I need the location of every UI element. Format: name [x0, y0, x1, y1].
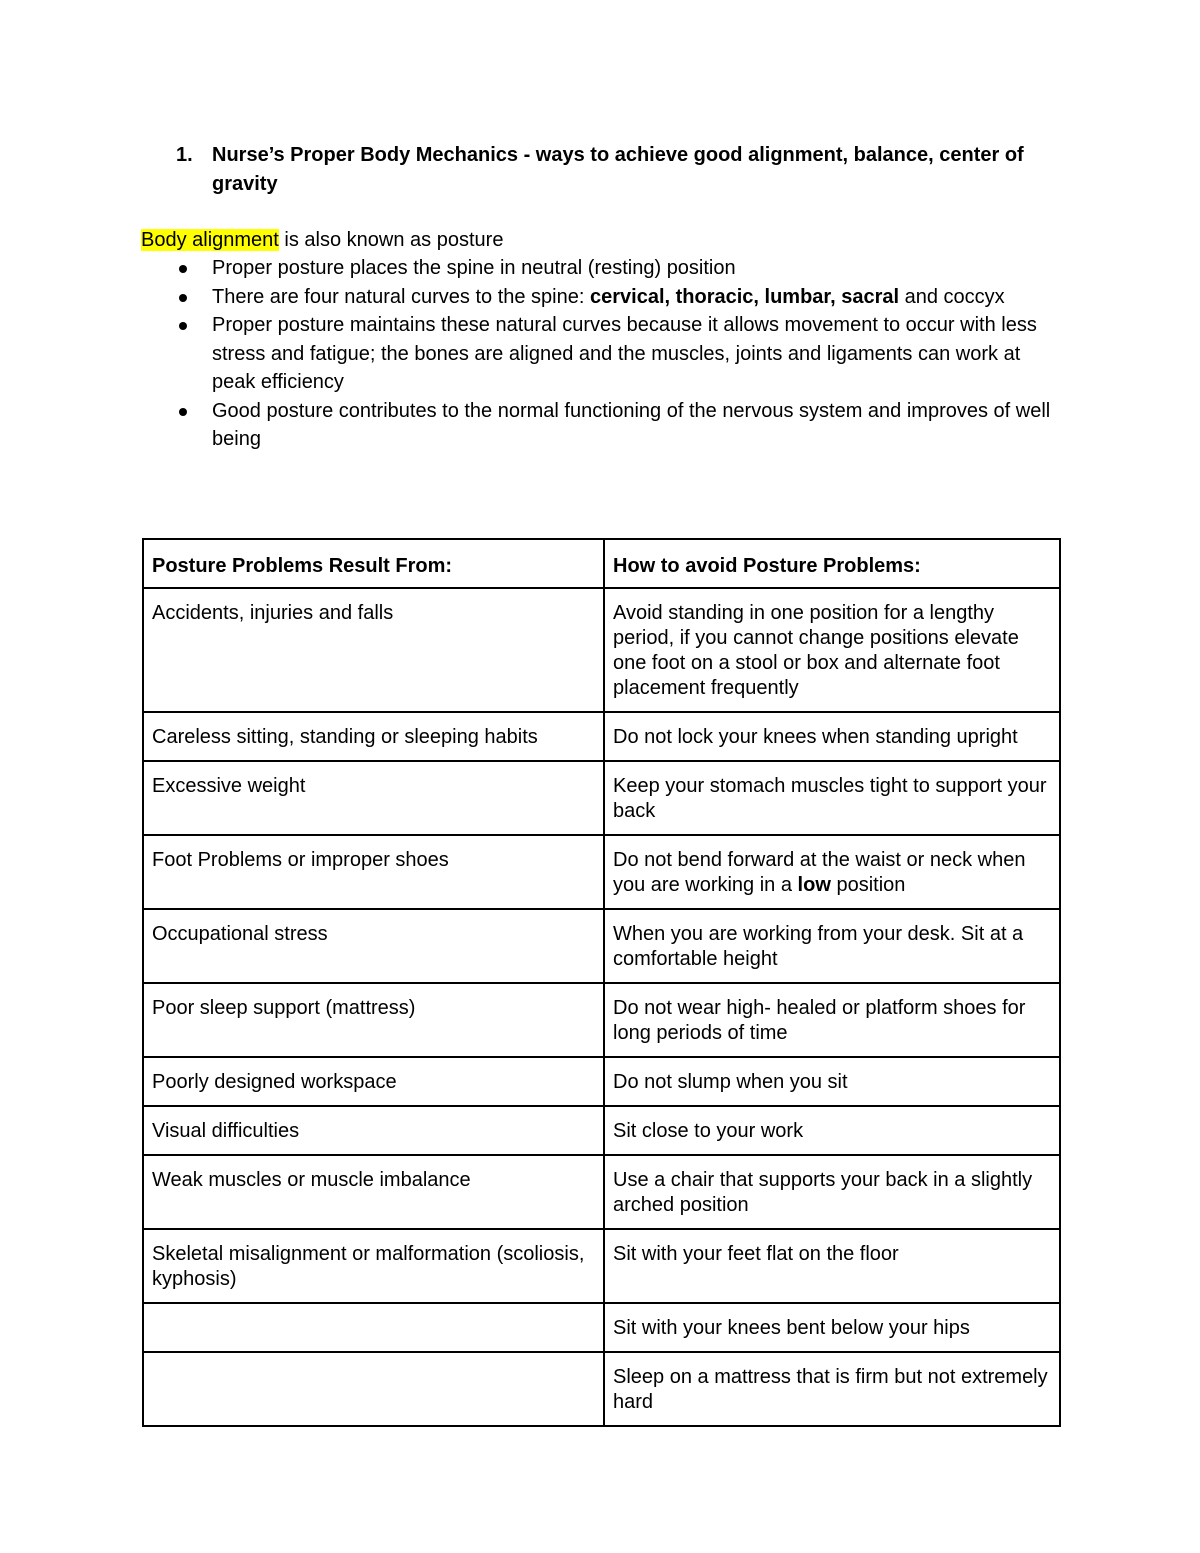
bullet-icon [179, 408, 187, 416]
table-row [143, 909, 1060, 983]
table-row [143, 712, 1060, 761]
list-item: There are four natural curves to the spine: cervical, thoracic, lumbar, sacral and coccyx [176, 283, 1066, 312]
bullet-icon [179, 265, 187, 273]
table-row [143, 1057, 1060, 1106]
heading-number: 1. [176, 144, 193, 166]
table-row [143, 1155, 1060, 1229]
avoid-cell: Sit close to your work [604, 1106, 1060, 1155]
avoid-cell: Sleep on a mattress that is firm but not extremely hard [604, 1352, 1060, 1426]
avoid-cell: Keep your stomach muscles tight to support your back [604, 761, 1060, 835]
avoid-cell: Use a chair that supports your back in a slightly arched position [604, 1155, 1060, 1229]
list-item: Proper posture maintains these natural curves because it allows movement to occur with less stress and fatigue; the bones are aligned and the muscles, joints and ligaments can work at peak efficiency [176, 311, 1066, 397]
table-row [143, 835, 1060, 909]
cause-cell [143, 1303, 604, 1352]
table-row [143, 1106, 1060, 1155]
cause-cell: Weak muscles or muscle imbalance [143, 1155, 604, 1229]
table-row [143, 1303, 1060, 1352]
emphasis-low: low [797, 874, 831, 896]
cause-cell: Careless sitting, standing or sleeping habits [143, 712, 604, 761]
bullet-icon [179, 294, 187, 302]
intro-rest: is also known as posture [278, 229, 504, 251]
cause-cell: Foot Problems or improper shoes [143, 835, 604, 909]
table-row [143, 1352, 1060, 1426]
intro-line [141, 226, 503, 254]
list-item: Proper posture places the spine in neutral (resting) position [176, 254, 1066, 283]
avoid-cell: Sit with your feet flat on the floor [604, 1229, 1060, 1303]
header-causes: Posture Problems Result From: [143, 539, 604, 588]
cause-cell: Poor sleep support (mattress) [143, 983, 604, 1057]
cause-cell [143, 1352, 604, 1426]
avoid-cell: Avoid standing in one position for a lengthy period, if you cannot change positions elevate one foot on a stool or box and alternate foot placement frequently [604, 588, 1060, 712]
cause-cell: Poorly designed workspace [143, 1057, 604, 1106]
avoid-cell: When you are working from your desk. Sit at a comfortable height [604, 909, 1060, 983]
header-avoid: How to avoid Posture Problems: [604, 539, 1060, 588]
cause-cell: Skeletal misalignment or malformation (scoliosis, kyphosis) [143, 1229, 604, 1303]
cause-cell: Occupational stress [143, 909, 604, 983]
table-row [143, 1229, 1060, 1303]
cause-cell: Accidents, injuries and falls [143, 588, 604, 712]
table-row [143, 588, 1060, 712]
posture-table [142, 538, 1061, 1427]
avoid-cell: Do not slump when you sit [604, 1057, 1060, 1106]
cause-cell: Excessive weight [143, 761, 604, 835]
avoid-cell: Do not lock your knees when standing upright [604, 712, 1060, 761]
cause-cell: Visual difficulties [143, 1106, 604, 1155]
bullet-list [176, 254, 1066, 454]
avoid-cell: Do not bend forward at the waist or neck when you are working in a low position [604, 835, 1060, 909]
table-row [143, 983, 1060, 1057]
highlighted-term: Body alignment [141, 229, 279, 251]
avoid-cell: Do not wear high- healed or platform shoes for long periods of time [604, 983, 1060, 1057]
table-header-row [143, 539, 1060, 588]
spine-curves: cervical, thoracic, lumbar, sacral [589, 285, 900, 308]
heading-text: Nurse’s Proper Body Mechanics - ways to achieve good alignment, balance, center of gravity [212, 144, 1024, 195]
bullet-icon [179, 322, 187, 330]
list-item: Good posture contributes to the normal functioning of the nervous system and improves of well being [176, 397, 1066, 454]
table-row [143, 761, 1060, 835]
avoid-cell: Sit with your knees bent below your hips [604, 1303, 1060, 1352]
